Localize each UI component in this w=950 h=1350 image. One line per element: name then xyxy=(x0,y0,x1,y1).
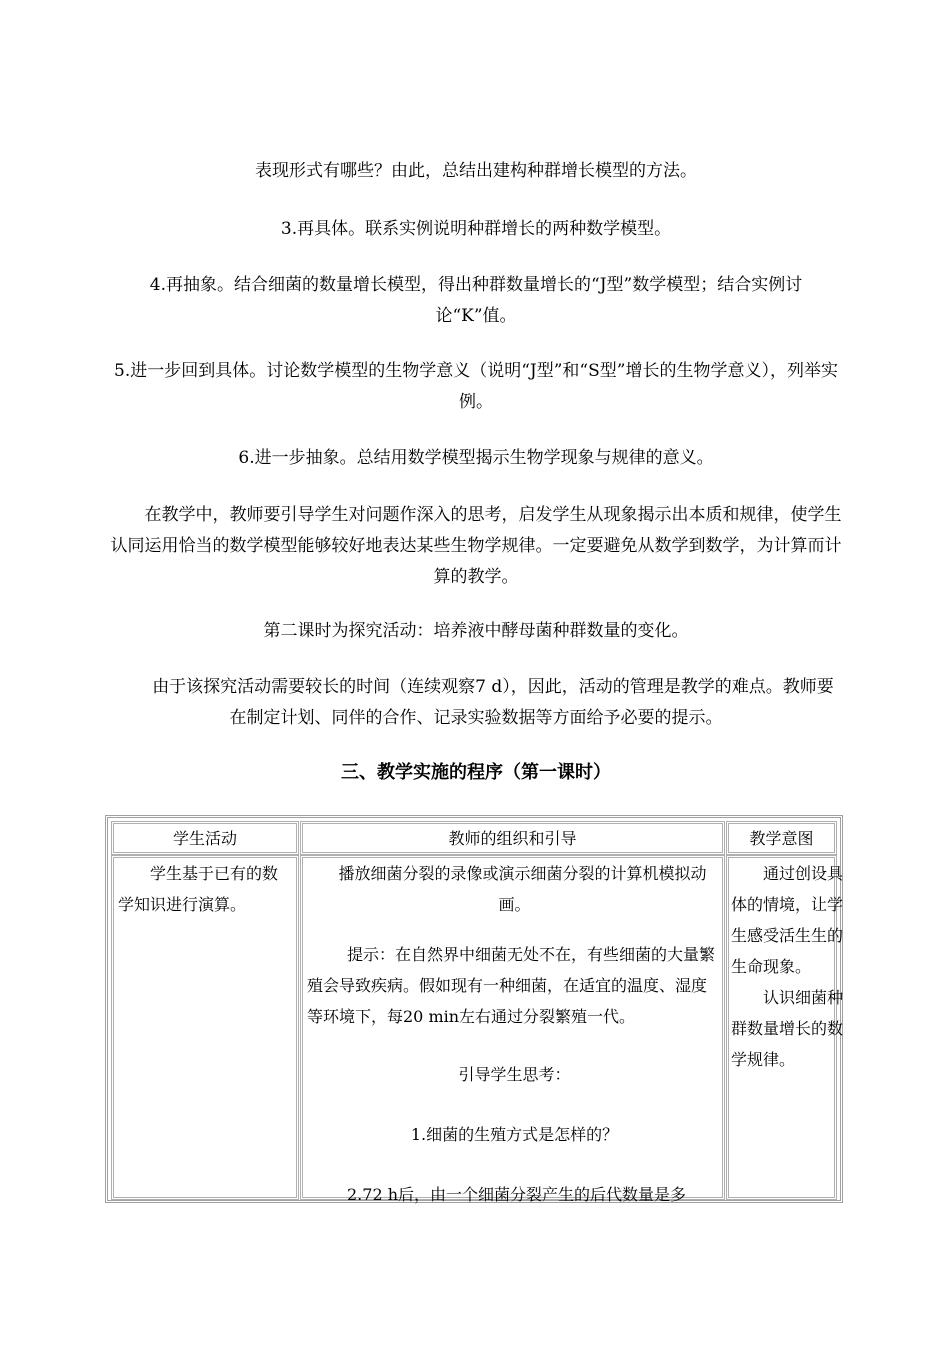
guidance-question-2: 2.72 h后，由一个细菌分裂产生的后代数量是多 xyxy=(347,1185,687,1204)
guidance-think: 引导学生思考： xyxy=(458,1065,571,1084)
paragraph-step-5: 5.进一步回到具体。讨论数学模型的生物学意义（说明“J型”和“S型”增长的生物学意义），列举实例。 xyxy=(114,361,838,412)
teaching-intent-cell xyxy=(726,855,844,1200)
teacher-guidance-cell xyxy=(300,855,725,1204)
paragraph-teaching-note: 在教学中，教师要引导学生对问题作深入的思考，启发学生从现象揭示出本质和规律，使学生认同运用恰当的数学模型能够较好地表达某些生物学规律。一定要避免从数学到数学，为计算而计算的教学。 xyxy=(110,505,842,587)
paragraph-step-4: 4.再抽象。结合细菌的数量增长模型，得出种群数量增长的“J型”数学模型；结合实例讨论“K”值。 xyxy=(149,275,803,326)
intent-math-rule: 认识细菌种群数量增长的数学规律。 xyxy=(731,988,844,1069)
paragraph-step-3: 3.再具体。联系实例说明种群增长的两种数学模型。 xyxy=(280,219,672,239)
paragraph-step-6: 6.进一步抽象。总结用数学模型揭示生物学现象与规律的意义。 xyxy=(238,448,714,468)
guidance-hint: 提示：在自然界中细菌无处不在，有些细菌的大量繁殖会导致疾病。假如现有一种细菌，在适宜的温度、湿度等环境下，每20 min左右通过分裂繁殖一代。 xyxy=(307,945,716,1026)
intent-situation: 通过创设具体的情境，让学生感受活生生的生命现象。 xyxy=(731,864,844,976)
header-teacher-guidance: 教师的组织和引导 xyxy=(300,821,725,855)
student-activity-text: 学生基于已有的数学知识进行演算。 xyxy=(118,864,279,914)
paragraph-inquiry-management: 由于该探究活动需要较长的时间（连续观察7 d），因此，活动的管理是教学的难点。教师要在制定计划、同伴的合作、记录实验数据等方面给予必要的提示。 xyxy=(152,677,834,728)
procedure-table xyxy=(105,815,843,1203)
guidance-video: 播放细菌分裂的录像或演示细菌分裂的计算机模拟动画。 xyxy=(338,864,707,914)
paragraph-second-lesson: 第二课时为探究活动：培养液中酵母菌种群数量的变化。 xyxy=(263,621,689,641)
section-title: 三、教学实施的程序（第一课时） xyxy=(341,762,611,783)
header-student-activity: 学生活动 xyxy=(111,821,299,855)
student-activity-cell xyxy=(111,855,299,1200)
paragraph-methods: 表现形式有哪些？由此，总结出建构种群增长模型的方法。 xyxy=(255,161,697,181)
guidance-question-1: 1.细菌的生殖方式是怎样的？ xyxy=(410,1125,619,1144)
header-teaching-intent: 教学意图 xyxy=(726,821,837,855)
